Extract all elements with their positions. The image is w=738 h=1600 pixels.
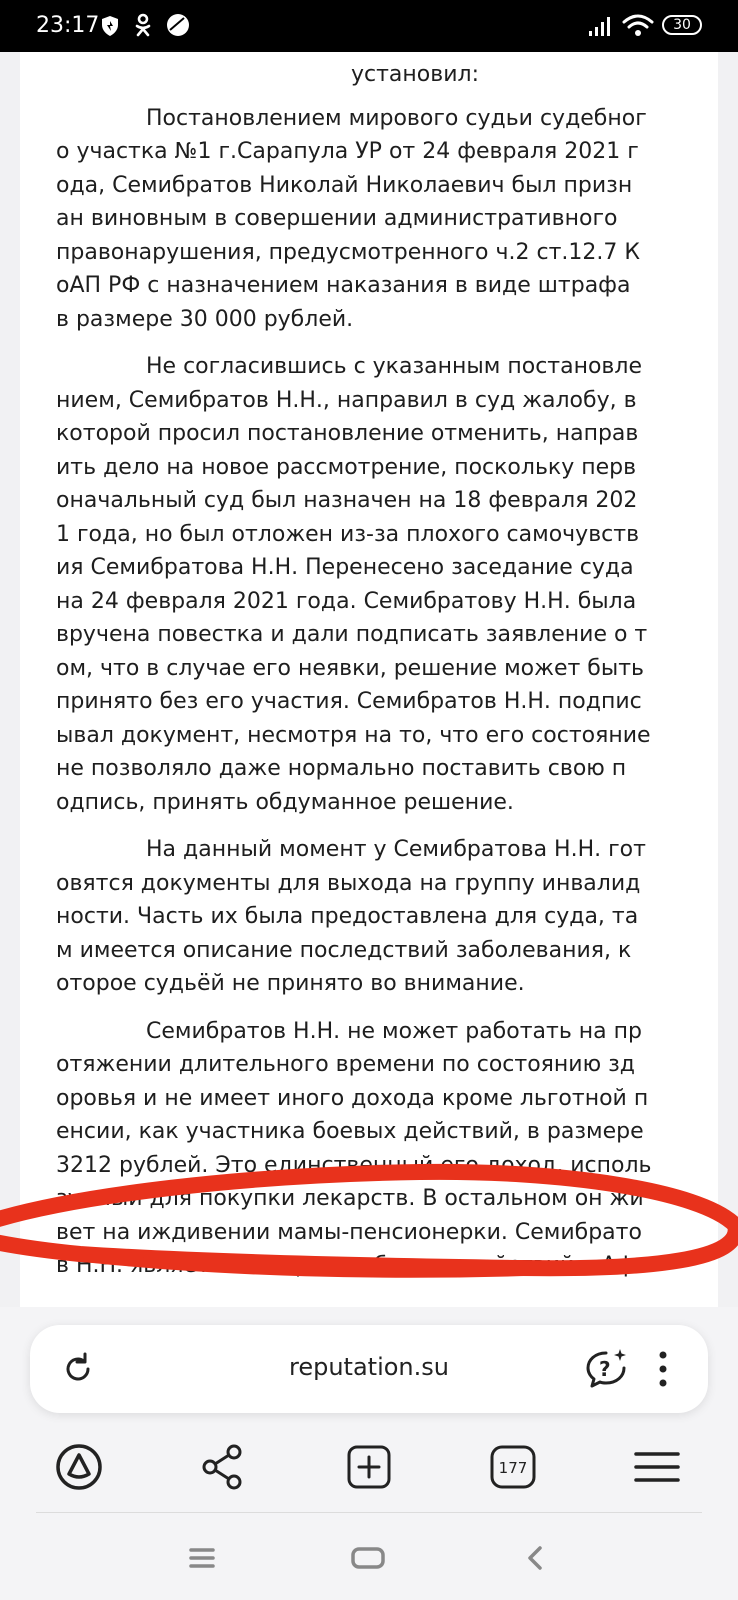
document-paragraph (56, 102, 684, 337)
document-line: 1 года, но был отложен из-за плохого самочувств (56, 521, 640, 547)
document-line: ывал документ, несмотря на то, что его состояние (56, 722, 651, 748)
svg-text:?: ? (599, 1357, 611, 1381)
document-paragraph (56, 833, 684, 1001)
document-line: зуемый для покупки лекарств. В остальном он жи (56, 1186, 644, 1211)
ai-assistant-icon[interactable] (582, 1345, 630, 1393)
document-line: овятся документы для выхода на группу инвалид (56, 870, 641, 896)
document-line: принято без его участия. Семибратов Н.Н. подпис (56, 689, 642, 714)
document-line: в размере 30 000 рублей. (56, 306, 354, 332)
address-bar[interactable] (30, 1325, 708, 1413)
more-vertical-icon[interactable] (648, 1349, 678, 1389)
status-bar (0, 0, 738, 52)
document-line: оторое судьёй не принято во внимание. (56, 971, 525, 996)
new-tab-icon[interactable] (344, 1442, 394, 1492)
browser-toolbar (0, 1418, 738, 1518)
document-line: оначальный суд был назначен на 18 февраля 202 (56, 488, 638, 513)
document-line: Семибратов Н.Н. не может работать на пр (146, 1018, 642, 1044)
document-line: вет на иждивении мамы-пенсионерки. Семибрато (56, 1219, 642, 1245)
url-text[interactable]: reputation.su (289, 1353, 449, 1381)
document-line: в Н.Н. является ветераном боевых действий в Аф (56, 1253, 636, 1278)
tabs-count: 177 (498, 1459, 528, 1477)
alice-icon[interactable] (54, 1442, 104, 1492)
share-icon[interactable] (198, 1442, 248, 1492)
document-paragraphs (56, 102, 684, 1283)
recents-icon[interactable] (182, 1538, 222, 1578)
battery-icon: 30 (662, 15, 702, 35)
document-line: вручена повестка и дали подписать заявление о т (56, 622, 648, 647)
document-heading: установил: (351, 62, 479, 87)
system-nav-bar (0, 1520, 738, 1600)
document-line: которой просил постановление отменить, направ (56, 421, 639, 446)
home-icon[interactable] (348, 1538, 388, 1578)
odnoklassniki-icon (134, 13, 152, 37)
document-line: о участка №1 г.Сарапула УР от 24 февраля 2021 г (56, 139, 639, 164)
document-line: ом, что в случае его неявки, решение может быть (56, 655, 645, 681)
document-line: На данный момент у Семибратова Н.Н. гот (146, 837, 646, 862)
document-line: правонарушения, предусмотренного ч.2 ст.12.7 К (56, 239, 640, 265)
toolbar-divider (36, 1512, 702, 1513)
document-line: м имеется описание последствий заболевания, к (56, 937, 632, 963)
document-line: на 24 февраля 2021 года. Семибратову Н.Н. была (56, 588, 637, 614)
web-page[interactable] (0, 52, 738, 1307)
document-line: ия Семибратова Н.Н. Перенесено заседание суда (56, 555, 634, 580)
document-line: ан виновным в совершении административного (56, 206, 618, 231)
document-line: ности. Часть их была предоставлена для суда, та (56, 904, 639, 929)
document-line: енсии, как участника боевых действий, в размере (56, 1119, 644, 1144)
document-line: одпись, принять обдуманное решение. (56, 789, 514, 815)
menu-icon[interactable] (632, 1442, 682, 1492)
document-line: ода, Семибратов Николай Николаевич был призн (56, 172, 633, 198)
document-line: нием, Семибратов Н.Н., направил в суд жалобу, в (56, 387, 637, 413)
document-line: 3212 рублей. Это единственный его доход, исполь (56, 1152, 652, 1178)
shield-icon (100, 15, 120, 37)
document-line: оАП РФ с назначением наказания в виде штрафа (56, 273, 631, 298)
document-line: отяжении длительного времени по состоянию зд (56, 1052, 636, 1077)
tabs-icon[interactable] (488, 1442, 538, 1492)
status-right-icons (588, 13, 708, 39)
document-text (56, 58, 684, 1297)
circle-slash-icon (166, 13, 190, 37)
status-time: 23:17 (36, 13, 100, 38)
document-line: Постановлением мирового судьи судебног (146, 105, 647, 131)
back-icon[interactable] (516, 1538, 556, 1578)
wifi-icon (622, 13, 654, 37)
document-paragraph (56, 1015, 684, 1283)
document-line: Не согласившись с указанным постановле (146, 354, 642, 379)
document-line: не позволяло даже нормально поставить свою п (56, 756, 627, 781)
document-line: ить дело на новое рассмотрение, поскольку перв (56, 454, 637, 480)
document-line: оровья и не имеет иного дохода кроме льготной п (56, 1085, 649, 1111)
document-paragraph (56, 350, 684, 819)
signal-icon (588, 15, 612, 37)
